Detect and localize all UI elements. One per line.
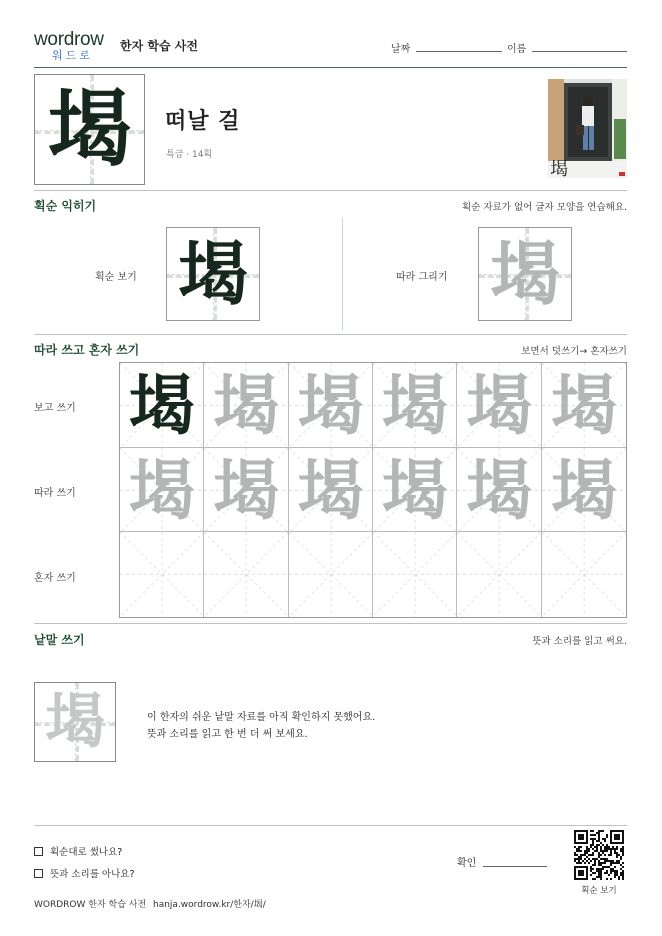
- character-meaning: 떠날 걸: [165, 109, 241, 134]
- word-divider: [34, 825, 627, 826]
- hero-character: 堨: [47, 79, 132, 178]
- trace-character: 堨: [465, 366, 532, 444]
- word-section-title: 낱말 쓰기: [34, 633, 85, 647]
- word-section-note: 뜻과 소리를 읽고 써요.: [532, 636, 627, 647]
- stroke-view-box: [166, 227, 260, 321]
- qr-code-icon[interactable]: [574, 830, 624, 880]
- practice-cell[interactable]: [542, 448, 626, 533]
- stroke-divider: [34, 334, 627, 335]
- trace-character: 堨: [212, 366, 279, 444]
- cell-guides: [204, 532, 288, 617]
- check-label-strokes: 획순대로 썼나요?: [50, 847, 123, 858]
- row-label-trace: 따라 쓰기: [34, 488, 76, 499]
- trace-character: 堨: [550, 366, 617, 444]
- checkbox-strokes[interactable]: [34, 847, 43, 856]
- practice-cell[interactable]: [204, 532, 288, 617]
- practice-section-note: 보면서 덧쓰기→ 혼자쓰기: [521, 346, 627, 357]
- confirm-label: 확인: [457, 858, 477, 869]
- cell-guides: [457, 532, 541, 617]
- practice-cell[interactable]: [204, 363, 288, 448]
- trace-character: 堨: [381, 450, 448, 529]
- trace-character: 堨: [465, 450, 532, 529]
- date-field-line: [416, 51, 502, 52]
- illustration-photo: [548, 79, 627, 178]
- word-character-box: [34, 682, 116, 762]
- trace-box[interactable]: [478, 227, 572, 321]
- hero-divider: [34, 190, 627, 191]
- practice-cell[interactable]: [542, 532, 626, 617]
- row-label-free: 혼자 쓰기: [34, 573, 76, 584]
- practice-cell[interactable]: [120, 448, 204, 533]
- site-title: 한자 학습 사전: [120, 39, 198, 53]
- cell-guides: [289, 532, 373, 617]
- row-label-view: 보고 쓰기: [34, 403, 76, 414]
- header-divider: [34, 67, 627, 68]
- practice-cell[interactable]: [457, 363, 541, 448]
- trace-character: 堨: [381, 366, 448, 444]
- qr-caption: 획순 보기: [581, 886, 617, 896]
- stroke-section-separator: [342, 218, 343, 330]
- practice-cell[interactable]: [120, 363, 204, 448]
- footer-brand: WORDROW 한자 학습 사전: [34, 900, 147, 910]
- practice-cell[interactable]: [542, 363, 626, 448]
- name-label: 이름: [507, 44, 527, 55]
- trace-character: 堨: [490, 232, 560, 315]
- grade-strokes: 특급 · 14획: [166, 150, 213, 160]
- trace-character: 堨: [128, 450, 195, 529]
- stroke-section-title: 획순 익히기: [34, 199, 97, 213]
- logo-korean: 워드로: [52, 49, 93, 62]
- practice-cell[interactable]: [289, 448, 373, 533]
- practice-cell[interactable]: [120, 532, 204, 617]
- trace-character: 堨: [550, 450, 617, 529]
- practice-cell[interactable]: [204, 448, 288, 533]
- word-character: 堨: [45, 687, 105, 757]
- wordrow-logo: [34, 30, 114, 66]
- svg-text:堨: 堨: [550, 159, 568, 178]
- word-message-line1: 이 한자의 쉬운 낱말 자료를 아직 확인하지 못했어요.: [147, 712, 376, 723]
- trace-label: 따라 그리기: [396, 272, 448, 283]
- checklist-item-meaning[interactable]: [34, 866, 135, 880]
- stroke-section-note: 획순 자료가 없어 글자 모양을 연습해요.: [462, 202, 627, 213]
- practice-cell[interactable]: [289, 532, 373, 617]
- confirm-line: [483, 866, 547, 867]
- stroke-view-label: 획순 보기: [95, 272, 137, 283]
- practice-cell[interactable]: [373, 448, 457, 533]
- trace-character: 堨: [297, 450, 364, 529]
- cell-guides: [120, 532, 204, 617]
- footer-url[interactable]: hanja.wordrow.kr/한자/堨/: [153, 900, 266, 910]
- logo-wordmark: wordrow: [34, 29, 104, 50]
- practice-cell[interactable]: [457, 532, 541, 617]
- cell-guides: [542, 532, 626, 617]
- practice-cell[interactable]: [457, 448, 541, 533]
- date-label: 날짜: [391, 44, 411, 55]
- practice-section-title: 따라 쓰고 혼자 쓰기: [34, 343, 140, 357]
- practice-grid: [119, 362, 627, 618]
- practice-cell[interactable]: [373, 532, 457, 617]
- hero-character-box: [34, 74, 145, 185]
- model-character: 堨: [128, 366, 195, 444]
- practice-cell[interactable]: [289, 363, 373, 448]
- checklist-item-strokes[interactable]: [34, 844, 122, 858]
- checkbox-meaning[interactable]: [34, 869, 43, 878]
- check-label-meaning: 뜻과 소리를 아나요?: [50, 869, 135, 880]
- practice-cell[interactable]: [373, 363, 457, 448]
- trace-character: 堨: [297, 366, 364, 444]
- cell-guides: [373, 532, 457, 617]
- stroke-view-character: 堨: [178, 232, 248, 315]
- trace-character: 堨: [212, 450, 279, 529]
- word-message-line2: 뜻과 소리를 읽고 한 번 더 써 보세요.: [147, 729, 308, 740]
- practice-divider: [34, 623, 627, 624]
- name-field-line: [532, 51, 627, 52]
